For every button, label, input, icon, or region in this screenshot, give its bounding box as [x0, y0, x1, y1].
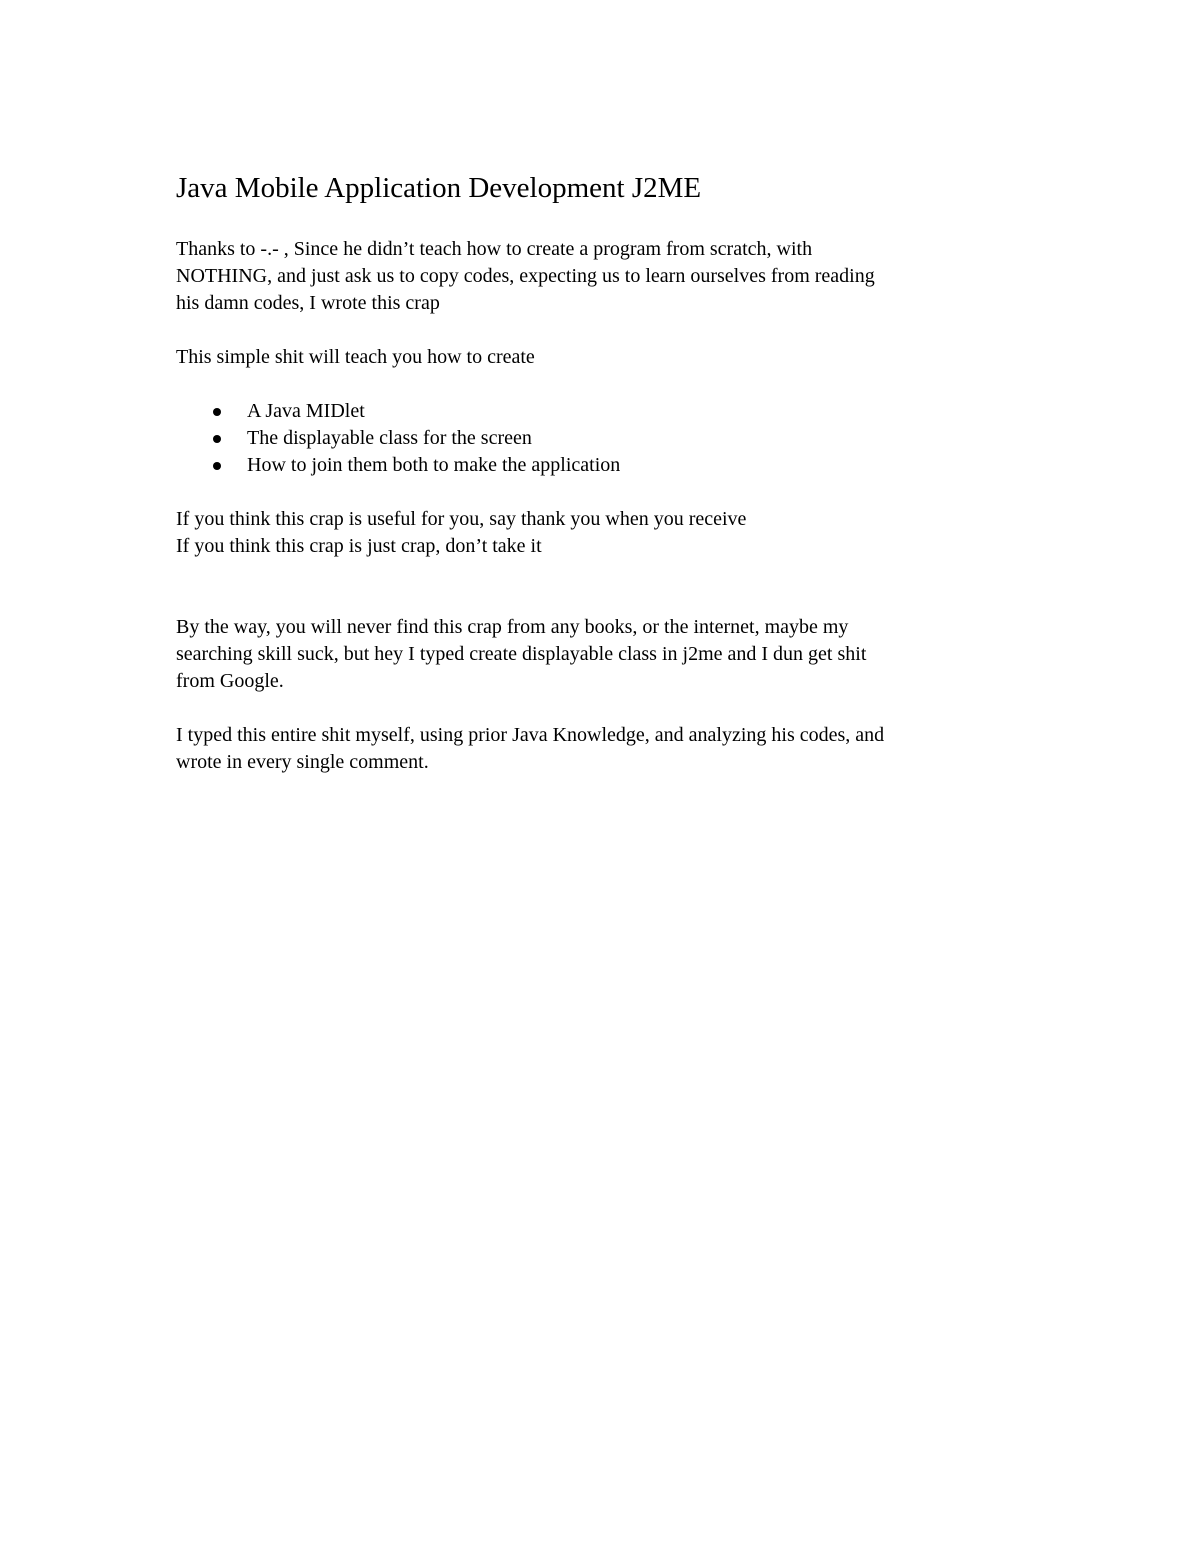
intro-line: his damn codes, I wrote this crap — [176, 292, 440, 314]
closing-line: I typed this entire shit myself, using prior Java Knowledge, and analyzing his codes, and — [176, 724, 885, 746]
intro-paragraph — [176, 236, 1036, 317]
list-item — [176, 452, 1036, 479]
by-the-way-paragraph — [176, 614, 1036, 695]
bullet-icon — [213, 408, 221, 416]
bullet-icon — [213, 462, 221, 470]
thanks-line: If you think this crap is just crap, don’t take it — [176, 535, 542, 557]
thanks-paragraph — [176, 506, 1036, 560]
list-item-text: A Java MIDlet — [247, 400, 365, 422]
list-item-text: How to join them both to make the application — [247, 454, 621, 476]
paragraph-spacer — [176, 371, 1036, 398]
lead-in-paragraph: This simple shit will teach you how to create — [176, 346, 535, 368]
paragraph-spacer — [176, 560, 1036, 614]
list-item — [176, 425, 1036, 452]
list-item-text: The displayable class for the screen — [247, 427, 532, 449]
by-the-way-line: searching skill suck, but hey I typed create displayable class in j2me and I dun get shit — [176, 643, 867, 665]
bullet-list — [176, 398, 1036, 479]
list-item — [176, 398, 1036, 425]
by-the-way-line: from Google. — [176, 670, 284, 692]
thanks-line: If you think this crap is useful for you, say thank you when you receive — [176, 508, 747, 530]
bullet-icon — [213, 435, 221, 443]
document-page — [176, 170, 1036, 776]
closing-line: wrote in every single comment. — [176, 751, 429, 773]
paragraph-spacer — [176, 695, 1036, 722]
document-title: Java Mobile Application Development J2ME — [176, 172, 702, 204]
paragraph-spacer — [176, 317, 1036, 344]
intro-line: NOTHING, and just ask us to copy codes, expecting us to learn ourselves from reading — [176, 265, 875, 287]
paragraph-spacer — [176, 479, 1036, 506]
intro-line: Thanks to -.- , Since he didn’t teach how to create a program from scratch, with — [176, 238, 813, 260]
closing-paragraph — [176, 722, 1036, 776]
by-the-way-line: By the way, you will never find this crap from any books, or the internet, maybe my — [176, 616, 849, 638]
